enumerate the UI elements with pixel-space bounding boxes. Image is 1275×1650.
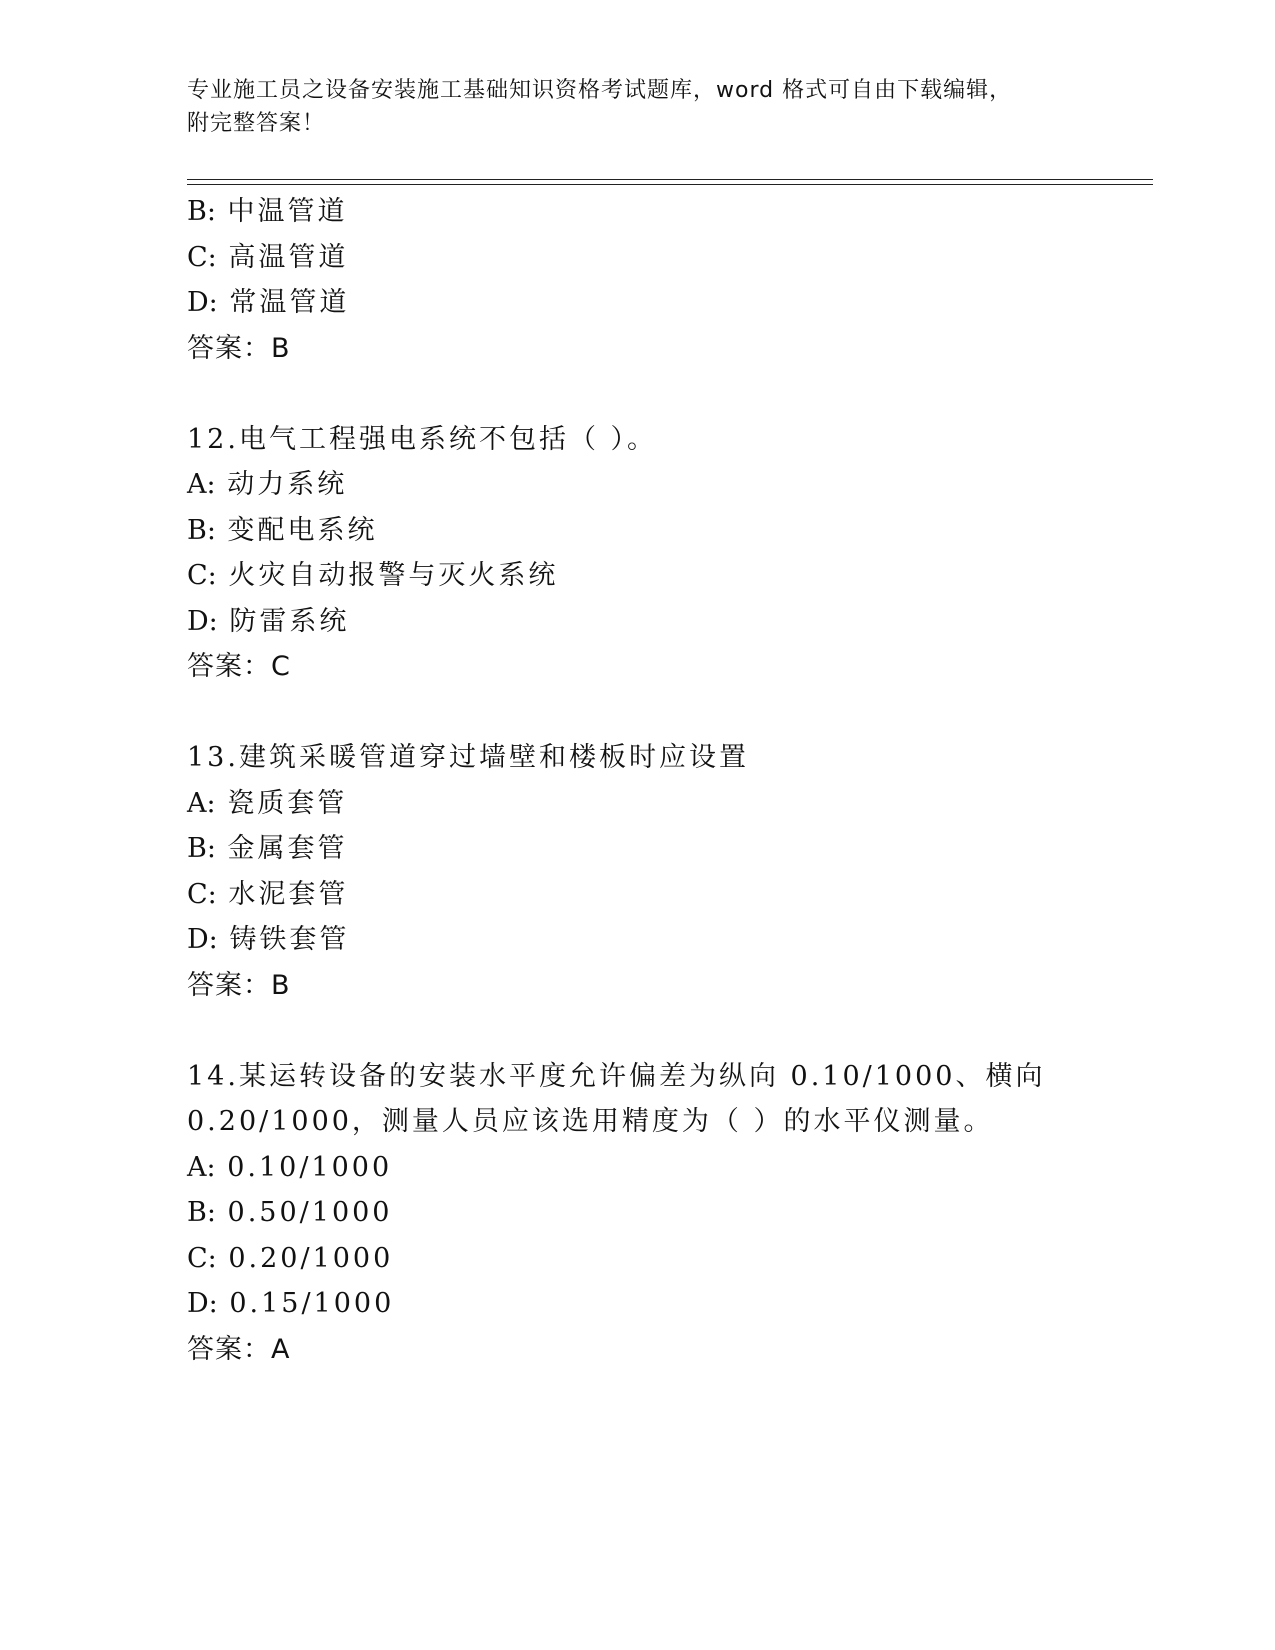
answer: 答案：B xyxy=(187,332,291,364)
answer: 答案：B xyxy=(187,969,291,1001)
option-b: B: 变配电系统 xyxy=(187,514,378,546)
option-b: B: 中温管道 xyxy=(187,196,348,227)
question-list xyxy=(187,189,1153,1373)
header-divider xyxy=(187,179,1153,185)
option-b: B: 0.50/1000 xyxy=(187,1197,393,1228)
option-d: D: 常温管道 xyxy=(187,287,350,318)
option-c: C: 火灾自动报警与灭火系统 xyxy=(187,560,559,591)
option-b: B: 金属套管 xyxy=(187,833,348,864)
option-a: A: 瓷质套管 xyxy=(187,787,348,819)
option-a: A: 0.10/1000 xyxy=(187,1151,393,1183)
option-d: D: 铸铁套管 xyxy=(187,924,350,955)
header-line-1: 专业施工员之设备安装施工基础知识资格考试题库，word 格式可自由下载编辑， xyxy=(187,78,1013,103)
question-13 xyxy=(187,735,1153,1009)
answer: 答案：C xyxy=(187,651,291,682)
option-c: C: 高温管道 xyxy=(187,241,349,273)
option-a: A: 动力系统 xyxy=(187,469,348,500)
answer: 答案：A xyxy=(187,1333,291,1365)
option-d: D: 防雷系统 xyxy=(187,605,350,637)
question-11-tail xyxy=(187,189,1153,372)
question-text-line-2: 0.20/1000，测量人员应该选用精度为（ ）的水平仪测量。 xyxy=(187,1106,994,1137)
option-c: C: 0.20/1000 xyxy=(187,1242,394,1274)
header-line-2: 附完整答案！ xyxy=(187,111,326,136)
question-text-line-1: 14.某运转设备的安装水平度允许偏差为纵向 0.10/1000、横向 xyxy=(187,1060,1046,1092)
option-c: C: 水泥套管 xyxy=(187,878,349,910)
question-text: 12.电气工程强电系统不包括（ ）。 xyxy=(187,423,658,455)
document-header xyxy=(187,74,1067,140)
question-text: 13.建筑采暖管道穿过墙壁和楼板时应设置 xyxy=(187,742,749,773)
question-14 xyxy=(187,1054,1153,1373)
option-d: D: 0.15/1000 xyxy=(187,1288,395,1319)
question-12 xyxy=(187,417,1153,691)
